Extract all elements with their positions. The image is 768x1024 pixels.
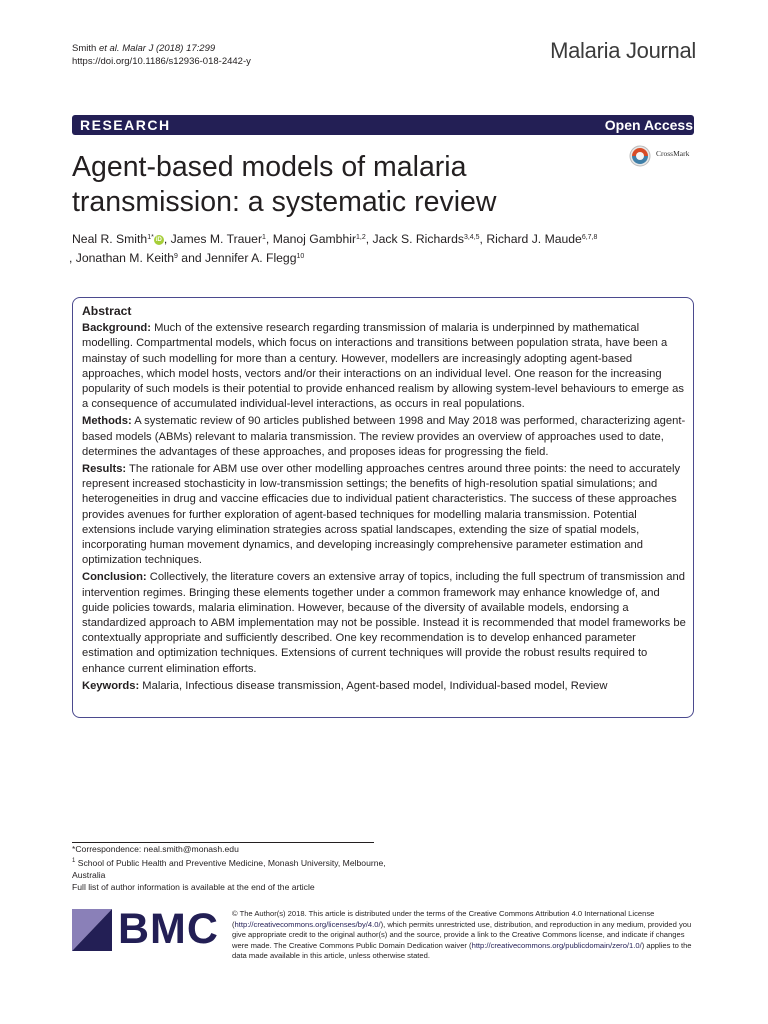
license-link-zero[interactable]: http://creativecommons.org/publicdomain/zero/1.0/ bbox=[471, 940, 642, 950]
abstract-methods: Methods: A systematic review of 90 articles published between 1998 and May 2018 was performed, characterizing agent-based models (ABMs) relevant to malaria transmission. The review provides an overview of approaches used to date, determines the advantages of these approaches, and proposes ideas for progressing the field. bbox=[82, 415, 686, 458]
bmc-logo-text: BMC bbox=[118, 905, 219, 953]
open-access-label: Open Access bbox=[604, 117, 693, 133]
abstract-results: Results: The rationale for ABM use over other modelling approaches centres around three points: the need to accurately represent increased stochasticity in low-transmission settings; the benefits of high-resolution spatial simulations; and heterogeneities in drug and vaccine efficacies due to individual patient characteristics. The success of these approaches provides avenues for further exploration of agent-based techniques for modelling malaria transmission. Potential extensions include varying elimination strategies across spatial landscapes, extending the size of spatial models, incorporating human movement dynamics, and developing increasingly comprehensive parameter estimation and optimization techniques. bbox=[82, 463, 681, 567]
author-name: , Jonathan M. Keith bbox=[69, 251, 175, 265]
author-name: , Manoj Gambhir bbox=[265, 232, 357, 246]
crossmark-label: CrossMark bbox=[656, 149, 690, 158]
abstract-content bbox=[82, 304, 686, 696]
author-list: Neal R. Smith$^{1*}$ iD , James M. Trauer$^1$, Manoj Gambhir$^{1,2}$, Jack S. Richards$^{3,4,5}$, Richard J. Maude$^{6,7,8}$ , Jonathan M. Keith$^9$ and Jennifer A. Flegg$^{10}$ bbox=[69, 232, 598, 265]
journal-name: Malaria Journal bbox=[550, 38, 696, 63]
orcid-icon[interactable]: iD bbox=[155, 236, 162, 243]
correspondence: *Correspondence: neal.smith@monash.edu bbox=[72, 844, 239, 854]
doi-link[interactable]: https://doi.org/10.1186/s12936-018-2442-y bbox=[72, 56, 251, 67]
abstract-background: Background: Much of the extensive research regarding transmission of malaria is underpinned by mathematical modelling. Compartmental models, which focus on interactions and transitions between population strata, have been a mainstay of such modelling for more than a century. However, modellers are increasingly adopting agent-based approaches, which model hosts, vectors and/or their interactions on an individual level. One reason for the increasing popularity of such models is their potential to provide enhanced realism by allowing system-level behaviours to emerge as a consequence of accumulated individual-level interactions, as occurs in real populations. bbox=[82, 322, 684, 411]
license-link-by[interactable]: http://creativecommons.org/licenses/by/4.0/ bbox=[234, 919, 381, 929]
citation-line: Smith et al. Malar J (2018) 17:299 bbox=[72, 43, 216, 54]
author-name: and Jennifer A. Flegg bbox=[177, 251, 297, 265]
full-author-info-note: Full list of author information is available at the end of the article bbox=[72, 881, 315, 892]
article-title: Agent-based models of malaria transmission: a systematic review bbox=[72, 151, 497, 218]
affiliation: $^1$ School of Public Health and Preventive Medicine, Monash University, Melbourne, Australia bbox=[72, 857, 386, 880]
section-label: RESEARCH bbox=[80, 117, 171, 133]
author-name: , Richard J. Maude bbox=[479, 232, 582, 246]
citation-block bbox=[72, 42, 251, 68]
license-text: © The Author(s) 2018. This article is distributed under the terms of the Creative Commons Attribution 4.0 International License (http://creativecommons.org/licenses/by/4.0/), which permits unrestricted use, distribution, and reproduction in any medium, provided you give appropriate credit to the original author(s) and the source, provide a link to the Creative Commons license, and indicate if changes were made. The Creative Commons Public Domain Dedication waiver (http://creativecommons.org/publicdomain/zero/1.0/) applies to the data made available in this article, unless otherwise stated. bbox=[232, 909, 692, 961]
abstract-keywords: Keywords: Malaria, Infectious disease transmission, Agent-based model, Individual-based model, Review bbox=[82, 679, 608, 692]
author-name: , James M. Trauer bbox=[163, 232, 263, 246]
author-name: Neal R. Smith bbox=[72, 232, 148, 246]
footnotes bbox=[72, 843, 392, 893]
abstract-heading: Abstract bbox=[82, 304, 132, 318]
author-name: , Jack S. Richards bbox=[365, 232, 464, 246]
abstract-conclusion: Conclusion: Collectively, the literature covers an extensive array of topics, including the full spectrum of transmission and intervention regimes. Bringing these elements together under a common framework may enhance knowledge of, and guide policies towards, malaria elimination. However, because of the diversity of available models, endorsing a standardized approach to ABM implementation may not be possible. Instead it is recommended that model frameworks be contextually appropriate and sufficiently described. One key recommendation is to develop enhanced parameter estimation and optimization techniques. Extensions of current techniques will provide the robust results required to enhance current elimination efforts. bbox=[82, 571, 686, 675]
